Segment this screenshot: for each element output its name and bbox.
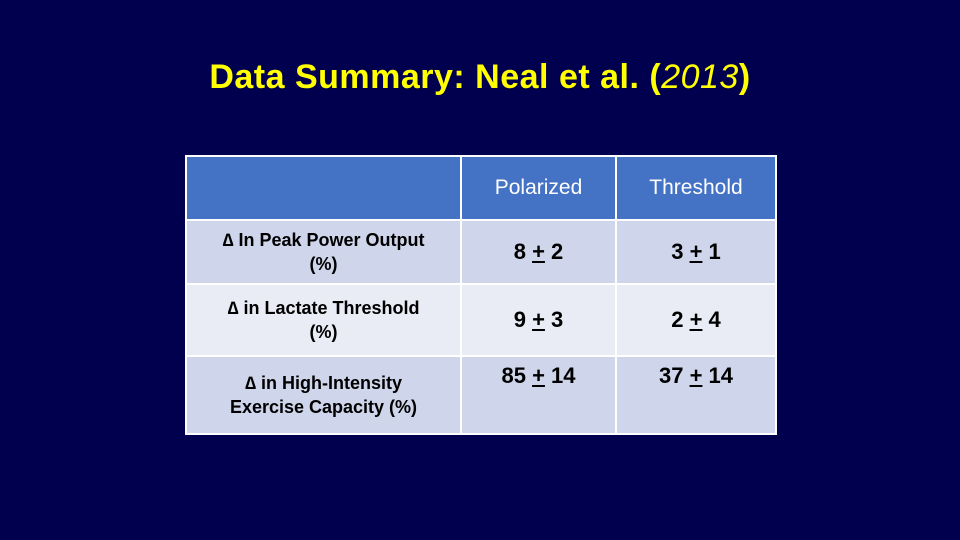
polarized-value [461,356,616,434]
value-mean: 85 [501,363,526,388]
header-threshold: Threshold [616,156,776,220]
row-label-line2: (%) [309,254,338,274]
row-label-line2: Exercise Capacity (%) [229,397,418,417]
plus-minus: + [532,307,545,332]
plus-minus: + [689,239,703,264]
title-year: 2013 [661,58,739,96]
row-label [186,284,461,356]
value-sd: 1 [708,239,721,264]
header-corner-cell [186,156,461,220]
value-mean: 3 [671,239,684,264]
header-polarized: Polarized [461,156,616,220]
title-prefix: Data Summary: Neal et al. ( [209,58,662,96]
value-sd: 2 [551,239,564,264]
value-sd: 14 [551,363,576,388]
row-label [186,220,461,284]
row-label [186,356,461,434]
value-mean: 2 [671,307,684,332]
value-mean: 9 [513,307,526,332]
threshold-value [616,220,776,284]
table-row [186,284,776,356]
value-sd: 4 [708,307,721,332]
value-mean: 8 [513,239,526,264]
row-label-line1: ∆ In Peak Power Output [222,230,425,250]
value-sd: 3 [551,307,564,332]
plus-minus: + [532,363,545,388]
title-suffix: ) [738,58,751,96]
table-row [186,356,776,434]
polarized-value [461,284,616,356]
threshold-value [616,284,776,356]
row-label-line2: (%) [309,322,338,342]
table-header-row [186,156,776,220]
plus-minus: + [689,363,703,388]
table-row [186,220,776,284]
data-summary-table [185,155,777,435]
value-sd: 14 [708,363,734,388]
row-label-line1: ∆ in High-Intensity [244,373,402,393]
threshold-value [616,356,776,434]
value-mean: 37 [658,363,684,388]
slide-title [0,58,960,97]
plus-minus: + [532,239,545,264]
plus-minus: + [689,307,703,332]
row-label-line1: ∆ in Lactate Threshold [227,298,420,318]
polarized-value [461,220,616,284]
